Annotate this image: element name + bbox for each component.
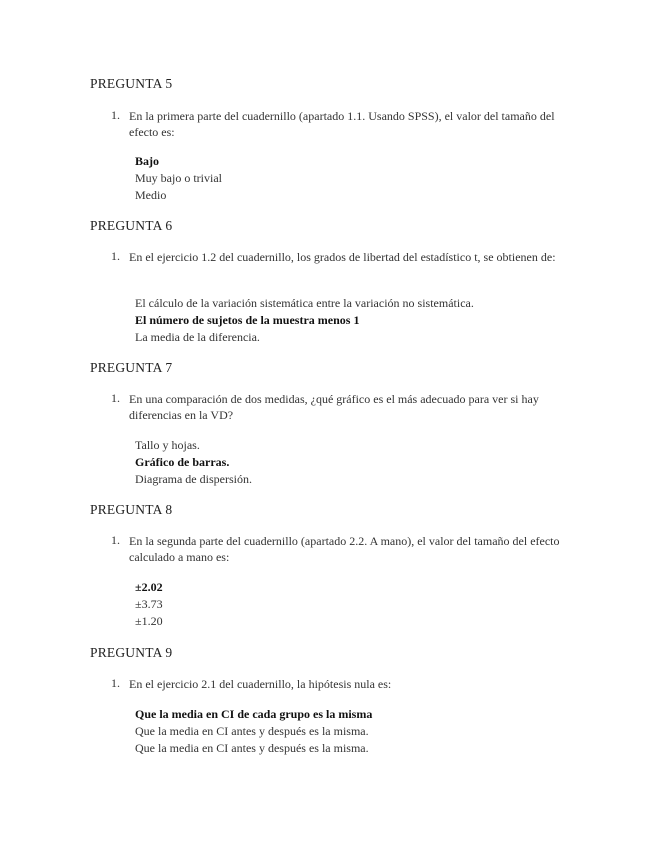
question-text: En el ejercicio 1.2 del cuadernillo, los grados de libertad del estadístico t, se obtienen de: [129,250,556,264]
answer-list [135,437,252,487]
question-number: 1. [111,391,120,405]
answer-list [135,579,163,629]
answer-option-correct: Que la media en CI de cada grupo es la misma [135,707,373,721]
answer-option: Que la media en CI antes y después es la misma. [135,723,369,738]
answer-list [135,153,222,203]
question-text: En una comparación de dos medidas, ¿qué gráfico es el más adecuado para ver si hay diferencias en la VD? [129,392,539,422]
answer-list [135,295,474,345]
question-heading: PREGUNTA 5 [90,76,173,91]
question-text: En la segunda parte del cuadernillo (apartado 2.2. A mano), el valor del tamaño del efecto calculado a mano es: [129,534,560,564]
answer-option: Muy bajo o trivial [135,170,222,185]
answer-option-correct: ±2.02 [135,580,163,594]
question-heading: PREGUNTA 6 [90,218,173,233]
answer-option: Diagrama de dispersión. [135,471,252,486]
answer-list [135,706,372,756]
question-heading: PREGUNTA 8 [90,502,173,517]
question-number: 1. [111,108,120,122]
question-text: En la primera parte del cuadernillo (apartado 1.1. Usando SPSS), el valor del tamaño del efecto es: [129,109,555,139]
question-text: En el ejercicio 2.1 del cuadernillo, la hipótesis nula es: [129,677,392,691]
question-number: 1. [111,676,120,690]
answer-option: Medio [135,187,167,202]
question-number: 1. [111,249,120,263]
answer-option: Que la media en CI antes y después es la misma. [135,740,369,755]
question-heading: PREGUNTA 9 [90,645,173,660]
answer-option-correct: Gráfico de barras. [135,454,230,469]
answer-option-correct: El número de sujetos de la muestra menos 1 [135,312,360,327]
question-number: 1. [111,533,120,547]
answer-option: La media de la diferencia. [135,329,260,344]
answer-option: Tallo y hojas. [135,438,200,452]
question-heading: PREGUNTA 7 [90,360,173,375]
answer-option: ±3.73 [135,596,163,611]
answer-option: ±1.20 [135,613,163,628]
answer-option: El cálculo de la variación sistemática entre la variación no sistemática. [135,296,474,310]
answer-option-correct: Bajo [135,154,159,168]
